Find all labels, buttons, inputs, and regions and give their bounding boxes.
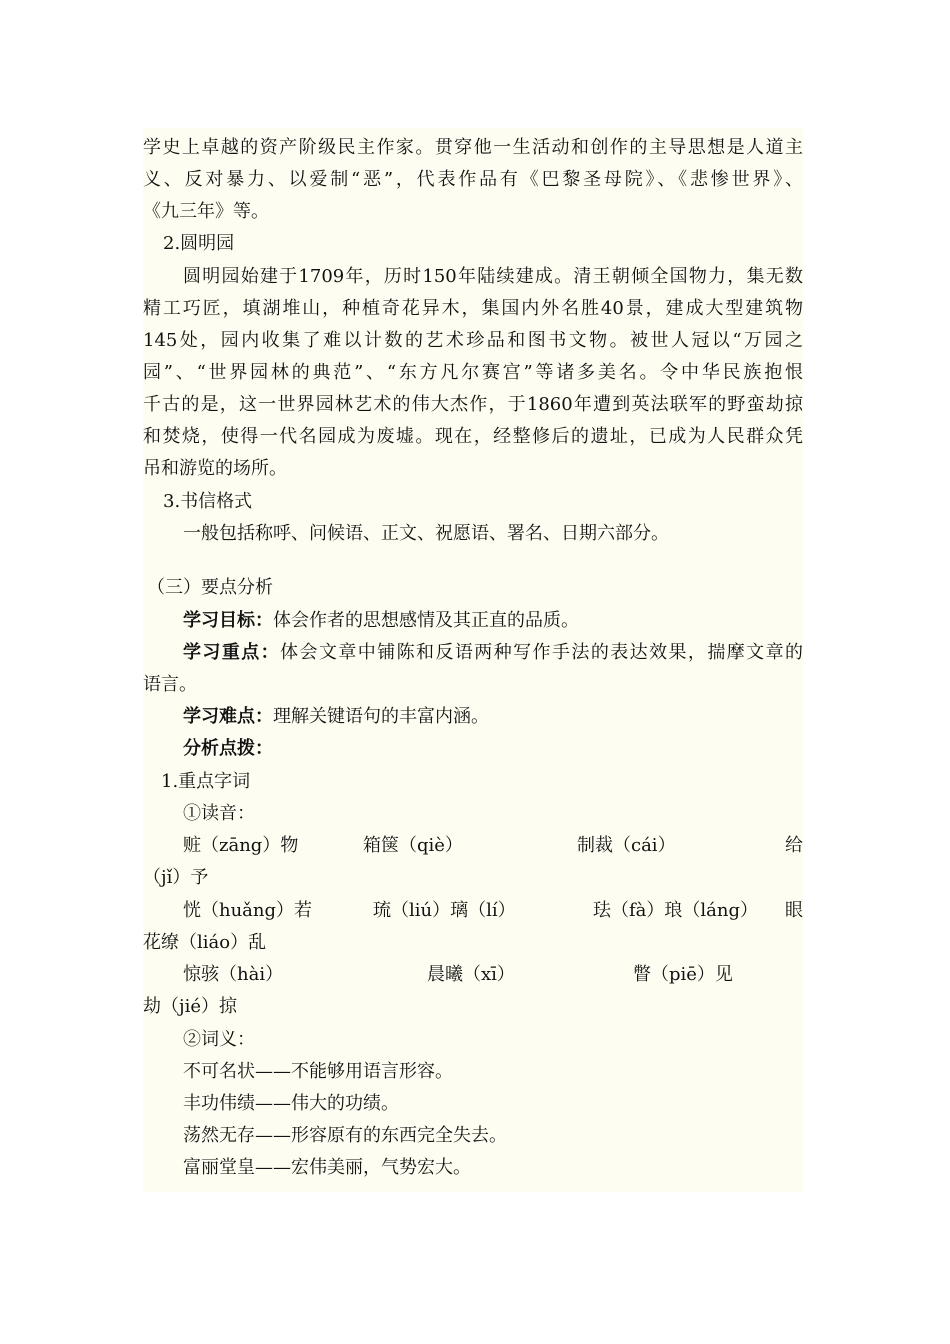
paragraph-line: 劫（jié）掠 [143,996,237,1017]
pronunciation-heading: ①读音： [183,803,255,824]
paragraph-line: 一般包括称呼、问候语、正文、祝愿语、署名、日期六部分。 [183,523,669,544]
learning-difficulty [183,705,803,729]
learning-key-text: 体会文章中铺陈和反语两种写作手法的表达效果，揣摩文章的 [280,642,804,663]
paragraph-line: 千古的是，这一世界园林艺术的伟大杰作，于1860年遭到英法联军的野蛮劫掠 [143,394,803,415]
paragraph-line: 吊和游览的场所。 [143,458,287,479]
paragraph-line: 园”、“世界园林的典范”、“东方凡尔赛宫”等诸多美名。令中华民族抱恨 [143,362,803,383]
word-item: 眼 [785,900,803,921]
paragraph-line: 花缭（liáo）乱 [143,932,267,953]
section-heading-analysis: （三）要点分析 [147,577,273,598]
paragraph-line: 语言。 [143,674,197,695]
learning-key [183,641,803,665]
section-heading-letter: 3.书信格式 [163,491,253,512]
pronunciation-row [143,899,803,923]
learning-goal [183,609,803,633]
section-heading-yuanmingyuan: 2.圆明园 [163,233,235,254]
word-item: 恍（huǎng）若 [183,900,313,921]
section-heading-words: 1.重点字词 [161,771,251,792]
paragraph-line: （jǐ）予 [143,867,209,888]
word-item: 珐（fà）琅（láng） [593,900,758,921]
paragraph-line: 145处，园内收集了难以计数的艺术珍品和图书文物。被世人冠以“万园之 [143,330,803,351]
word-item: 制裁（cái） [577,835,676,856]
word-item: 箱箧（qiè） [363,835,463,856]
meaning-heading: ②词义： [183,1029,255,1050]
word-item: 给 [785,835,803,856]
learning-difficulty-text: 理解关键语句的丰富内涵。 [273,706,489,727]
paragraph-line: 学史上卓越的资产阶级民主作家。贯穿他一生活动和创作的主导思想是人道主 [143,137,803,158]
text-panel [143,128,803,1192]
learning-goal-label: 学习目标： [183,610,273,631]
word-item: 惊骇（hài） [183,964,284,985]
word-item: 晨曦（xī） [427,964,515,985]
learning-goal-text: 体会作者的思想感情及其正直的品质。 [273,610,579,631]
pronunciation-row [143,834,803,858]
pronunciation-row [143,963,803,987]
paragraph-line: 圆明园始建于1709年，历时150年陆续建成。清王朝倾全国物力，集无数 [183,266,803,287]
learning-key-label: 学习重点： [183,642,281,663]
paragraph-line: 和焚烧，使得一代名园成为废墟。现在，经整修后的遗址，已成为人民群众凭 [143,426,803,447]
meaning-item: 不可名状——不能够用语言形容。 [183,1061,453,1082]
paragraph-line: 义、反对暴力、以爱制“恶”，代表作品有《巴黎圣母院》、《悲惨世界》、 [143,169,803,190]
word-item: 赃（zāng）物 [183,835,299,856]
analysis-guide-label: 分析点拨： [183,738,273,759]
meaning-item: 荡然无存——形容原有的东西完全失去。 [183,1125,507,1146]
word-item: 琉（liú）璃（lí） [373,900,516,921]
paragraph-line: 精工巧匠，填湖堆山，种植奇花异木，集国内外名胜40景，建成大型建筑物 [143,298,803,319]
learning-difficulty-label: 学习难点： [183,706,273,727]
word-item: 瞥（piē）见 [633,964,733,985]
meaning-item: 富丽堂皇——宏伟美丽，气势宏大。 [183,1157,471,1178]
meaning-item: 丰功伟绩——伟大的功绩。 [183,1093,399,1114]
paragraph-line: 《九三年》等。 [143,201,269,222]
